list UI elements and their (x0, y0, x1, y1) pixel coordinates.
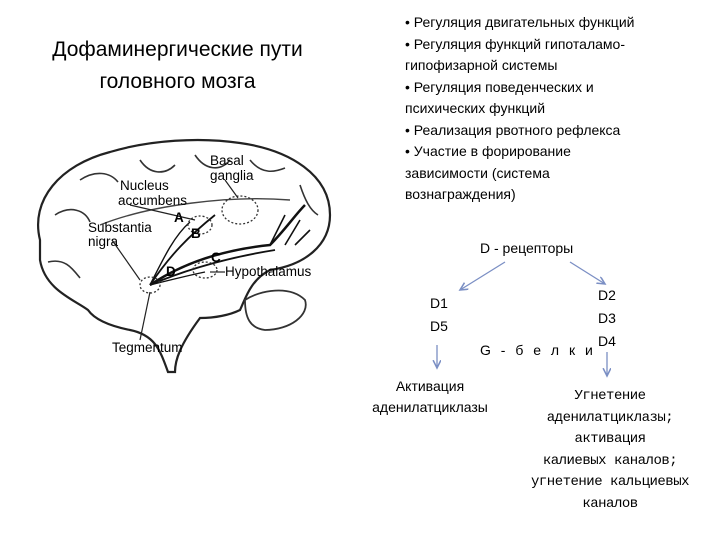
label-basal: Basal (210, 153, 244, 168)
functions-line: • Регуляция функций гипоталамо- (405, 35, 625, 52)
brain-pathways-diagram (0, 130, 400, 530)
brain-fold (140, 160, 175, 172)
brain-fold (55, 210, 90, 222)
inhibition-line: калиевых каналов; (542, 452, 678, 469)
inhibition-line: Угнетение (574, 388, 646, 404)
inhibition-line: аденилатциклазы; (546, 409, 674, 426)
functions-line: вознаграждения) (405, 186, 516, 202)
label-accumbens: accumbens (118, 193, 188, 208)
functions-line: психических функций (405, 100, 546, 116)
label-nucleus: Nucleus (120, 178, 169, 193)
basal-ganglia-region (222, 196, 258, 224)
arrow-to-d1d5 (460, 262, 505, 290)
label-c: C (211, 250, 221, 265)
label-b: B (191, 226, 201, 241)
functions-line: • Реализация рвотного рефлекса (405, 121, 621, 138)
inhibition-line: активация (574, 431, 646, 447)
label-nigra: nigra (88, 234, 119, 249)
pathway-line (150, 215, 215, 285)
label-hypothalamus: Hypothalamus (225, 264, 312, 279)
brain-fold (250, 160, 285, 171)
label-d: D (166, 264, 176, 279)
receptor-d3: D3 (598, 310, 616, 326)
activation-line: Активация (395, 378, 465, 394)
d-receptors-title: D - рецепторы (480, 240, 574, 256)
cerebellum (245, 291, 306, 330)
functions-list (405, 12, 715, 206)
inhibition-text (510, 386, 710, 515)
brain-fold (80, 173, 118, 182)
label-tegmentum: Tegmentum (112, 340, 183, 355)
pointer-line (140, 292, 150, 340)
receptor-d2: D2 (598, 287, 616, 303)
receptor-d4: D4 (598, 333, 616, 349)
arrow-to-d2d4 (570, 262, 605, 284)
g-proteins-label: G - б е л к и (480, 342, 596, 358)
brain-fold (300, 185, 318, 215)
activation-line: аденилатциклазы (372, 399, 488, 415)
label-ganglia: ganglia (210, 168, 254, 183)
functions-line: • Регуляция двигательных функций (405, 14, 635, 30)
receptor-d5: D5 (430, 318, 448, 334)
title-line-2: головного мозга (99, 70, 256, 93)
functions-line: • Участие в форирование (405, 143, 571, 159)
receptor-d1: D1 (430, 295, 448, 311)
functions-line: зависимости (система (405, 164, 550, 181)
functions-line: гипофизарной системы (405, 57, 558, 73)
page-title (10, 34, 345, 98)
functions-line: • Регуляция поведенческих и (405, 78, 594, 95)
inhibition-line: угнетение кальциевых (530, 474, 690, 490)
label-a: A (174, 210, 184, 225)
brain-outline (38, 140, 330, 372)
activation-text (330, 376, 530, 418)
inhibition-line: каналов (582, 495, 638, 512)
title-line-1: Дофаминергические пути (52, 38, 303, 61)
label-substantia: Substantia (88, 220, 152, 235)
brain-fold (48, 261, 80, 278)
